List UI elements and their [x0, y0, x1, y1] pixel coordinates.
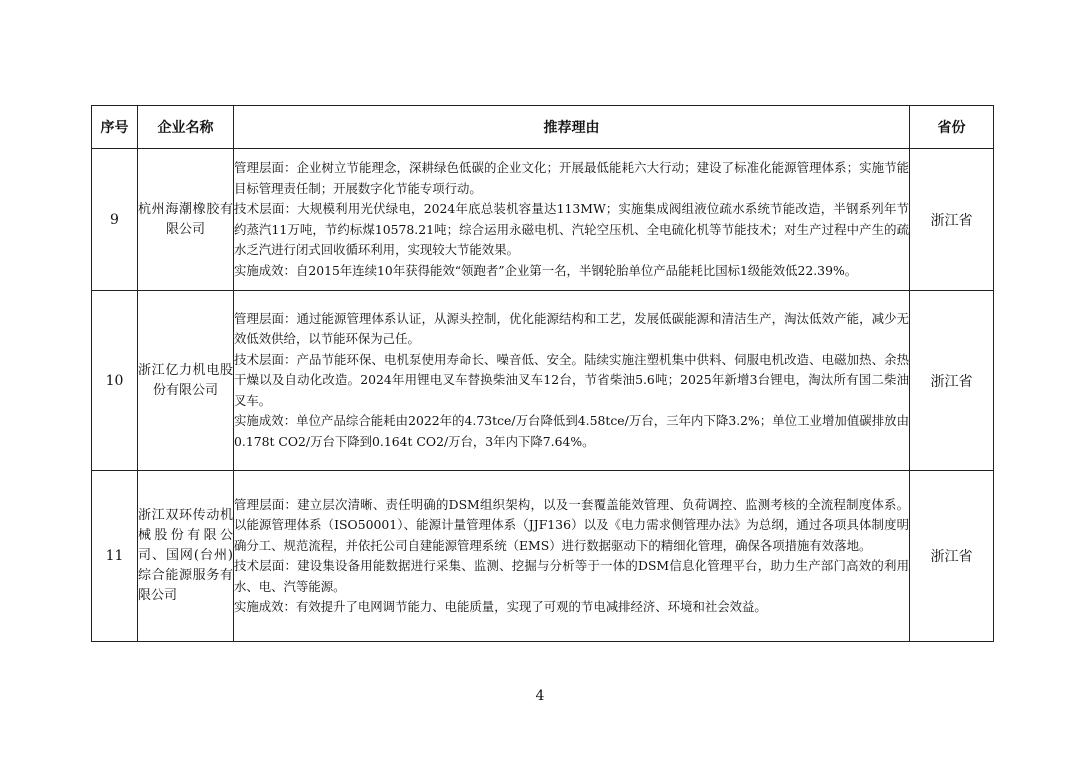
header-province: 省份 [910, 106, 994, 149]
reason-results: 实施成效：自2015年连续10年获得能效“领跑者”企业第一名，半钢轮胎单位产品能耗比国标1级能效低22.39%。 [234, 262, 858, 278]
reason-results: 实施成效：单位产品综合能耗由2022年的4.73tce/万台降低到4.58tce/万台，三年内下降3.2%；单位工业增加值碳排放由0.178t CO2/万台下降到0.164t CO2/万台，3年内下降7.64%。 [234, 413, 909, 449]
province: 浙江省 [910, 471, 994, 642]
table-header-row [92, 106, 994, 149]
province: 浙江省 [910, 291, 994, 471]
table-row [92, 291, 994, 471]
company-name: 浙江双环传动机械股份有限公司、国网(台州)综合能源服务有限公司 [138, 471, 234, 642]
reason-management: 管理层面：通过能源管理体系认证，从源头控制，优化能源结构和工艺，发展低碳能源和清洁生产，淘汰低效产能，减少无效低效供给，以节能环保为己任。 [234, 310, 909, 347]
table-row [92, 149, 994, 291]
reason-technology: 技术层面：产品节能环保、电机泵使用寿命长、噪音低、安全。陆续实施注塑机集中供料、伺服电机改造、电磁加热、余热干燥以及自动化改造。2024年用锂电叉车替换柴油叉车12台，节省柴油5.6吨；2025年新增3台锂电，淘汰所有国二柴油叉车。 [234, 351, 909, 408]
row-index: 11 [92, 471, 138, 642]
row-index: 10 [92, 291, 138, 471]
recommendation-table [91, 105, 994, 642]
recommendation-reason [234, 291, 910, 471]
company-name: 浙江亿力机电股份有限公司 [138, 291, 234, 471]
header-index: 序号 [92, 106, 138, 149]
reason-technology: 技术层面：建设集设备用能数据进行采集、监测、挖掘与分析等于一体的DSM信息化管理平台，助力生产部门高效的利用水、电、汽等能源。 [234, 558, 909, 594]
reason-management: 管理层面：建立层次清晰、责任明确的DSM组织架构，以及一套覆盖能效管理、负荷调控、监测考核的全流程制度体系。以能源管理体系（ISO50001）、能源计量管理体系（JJF136）以及《电力需求侧管理办法》为总纲，通过各项具体制度明确分工、规范流程，并依托公司自建能源管理系统（EMS）进行数据驱动下的精细化管理，确保各项措施有效落地。 [234, 496, 909, 553]
table-row [92, 471, 994, 642]
reason-technology: 技术层面：大规模利用光伏绿电，2024年底总装机容量达113MW；实施集成阀组液位疏水系统节能改造，半钢系列年节约蒸汽11万吨，节约标煤10578.21吨；综合运用永磁电机、汽轮空压机、全电硫化机等节能技术；对生产过程中产生的疏水乏汽进行闭式回收循环利用，实现较大节能效果。 [234, 201, 909, 257]
header-company: 企业名称 [138, 106, 234, 149]
recommendation-reason [234, 149, 910, 291]
reason-management: 管理层面：企业树立节能理念，深耕绿色低碳的企业文化；开展最低能耗六大行动；建设了标准化能源管理体系；实施节能目标管理责任制；开展数字化节能专项行动。 [234, 160, 909, 196]
recommendation-reason [234, 471, 910, 642]
province: 浙江省 [910, 149, 994, 291]
header-reason: 推荐理由 [234, 106, 910, 149]
reason-results: 实施成效：有效提升了电网调节能力、电能质量，实现了可观的节电减排经济、环境和社会效益。 [234, 599, 767, 614]
page-number: 4 [535, 688, 545, 704]
company-name: 杭州海潮橡胶有限公司 [138, 149, 234, 291]
row-index: 9 [92, 149, 138, 291]
